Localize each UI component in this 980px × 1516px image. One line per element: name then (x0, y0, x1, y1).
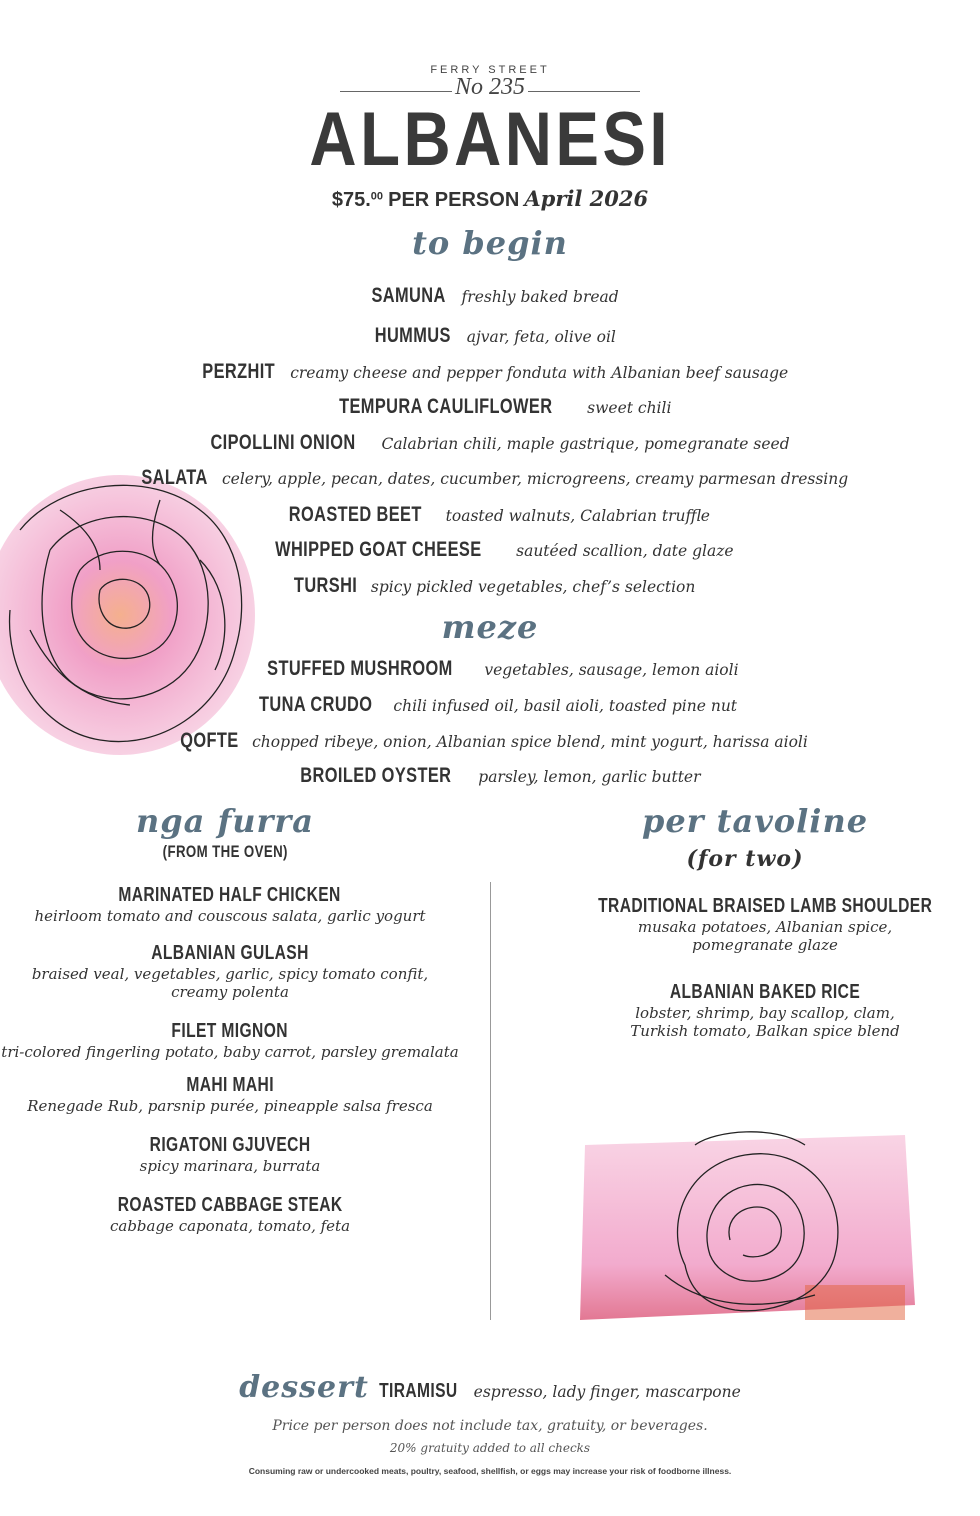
menu-item-name: HUMMUS (374, 324, 451, 347)
menu-item (0, 284, 980, 308)
menu-item-name: MAHI MAHI (186, 1074, 274, 1096)
section-title-per-tavoline: per tavoline (641, 802, 869, 840)
menu-item-desc: chili infused oil, basil aioli, toasted pine nut (393, 697, 738, 715)
menu-item (0, 657, 980, 681)
peony-illustration-right (575, 1115, 920, 1330)
menu-item-name: MARINATED HALF CHICKEN (118, 884, 342, 906)
menu-item (0, 395, 980, 419)
column-divider (490, 882, 491, 1320)
menu-item (0, 574, 980, 598)
menu-item-desc: lobster, shrimp, bay scallop, clam, (635, 1004, 895, 1022)
menu-item-desc: Renegade Rub, parsnip purée, pineapple salsa fresca (27, 1097, 433, 1115)
menu-item-name: ALBANIAN BAKED RICE (669, 981, 861, 1003)
section-title-nga-furra: nga furra (136, 802, 314, 840)
menu-item-desc: Turkish tomato, Balkan spice blend (630, 1022, 900, 1040)
menu-item-desc: pomegranate glaze (692, 936, 838, 954)
price-value: $75. (331, 189, 371, 211)
menu-item-name: CIPOLLINI ONION (210, 431, 356, 454)
section-subtitle-for-two: (for two) (686, 846, 804, 872)
menu-item-name: BROILED OYSTER (300, 764, 452, 787)
per-person-label: PER PERSON (388, 189, 520, 211)
street-label: FERRY STREET (430, 64, 550, 76)
menu-item (0, 1020, 460, 1061)
menu-item-desc: spicy pickled vegetables, chef’s selection (370, 578, 696, 596)
menu-item-desc: spicy marinara, burrata (139, 1157, 321, 1175)
menu-item-name: FILET MIGNON (171, 1020, 289, 1042)
footer-price-note: Price per person does not include tax, gratuity, or beverages. (272, 1418, 708, 1434)
menu-item-desc: braised veal, vegetables, garlic, spicy tomato confit, (31, 965, 429, 983)
menu-item (0, 1074, 460, 1115)
menu-item-desc: ajvar, feta, olive oil (466, 328, 616, 346)
price-line (0, 186, 980, 212)
menu-item-name: PERZHIT (202, 360, 275, 383)
menu-item-name: TUNA CRUDO (258, 693, 373, 716)
menu-item (0, 503, 980, 527)
menu-item (0, 431, 980, 455)
menu-item-name: ROASTED CABBAGE STEAK (117, 1194, 343, 1216)
menu-item-desc: musaka potatoes, Albanian spice, (637, 918, 893, 936)
menu-item-desc: vegetables, sausage, lemon aioli (484, 661, 739, 679)
menu-item-desc: creamy polenta (171, 983, 289, 1001)
menu-item (0, 324, 980, 348)
menu-item-desc: celery, apple, pecan, dates, cucumber, microgreens, creamy parmesan dressing (221, 470, 849, 488)
section-title-to-begin: to begin (412, 224, 568, 262)
dessert-item-desc: espresso, lady finger, mascarpone (473, 1383, 741, 1401)
menu-item (0, 1194, 460, 1235)
footer-gratuity-note: 20% gratuity added to all checks (389, 1441, 591, 1455)
restaurant-name: ALBANESI (309, 97, 671, 182)
menu-item-name: TEMPURA CAULIFLOWER (338, 395, 552, 418)
menu-item-name: STUFFED MUSHROOM (267, 657, 454, 680)
menu-item-name: RIGATONI GJUVECH (149, 1134, 311, 1156)
menu-item (0, 360, 980, 384)
menu-item-name: TRADITIONAL BRAISED LAMB SHOULDER (597, 895, 933, 917)
menu-item-name: ROASTED BEET (288, 503, 422, 526)
menu-item (0, 942, 460, 1001)
menu-item-desc: parsley, lemon, garlic butter (478, 768, 701, 786)
menu-item-name: WHIPPED GOAT CHEESE (275, 538, 482, 561)
price-cents: 00 (370, 190, 384, 203)
section-title-meze: meze (441, 608, 539, 646)
menu-item-desc: sautéed scallion, date glaze (516, 542, 734, 560)
menu-item-name: QOFTE (180, 729, 239, 752)
menu-item (0, 729, 980, 753)
menu-item (0, 884, 460, 925)
section-title-dessert: dessert (239, 1370, 369, 1405)
menu-item (0, 538, 980, 562)
menu-item-desc: tri-colored fingerling potato, baby carrot, parsley gremalata (1, 1043, 459, 1061)
menu-item-desc: freshly baked bread (461, 288, 619, 306)
dessert-line (0, 1370, 980, 1405)
menu-item-desc: cabbage caponata, tomato, feta (109, 1217, 351, 1235)
menu-item-desc: sweet chili (587, 399, 672, 417)
footer-health-warning: Consuming raw or undercooked meats, poultry, seafood, shellfish, or eggs may increase your risk of foodborne illness. (248, 1466, 732, 1476)
menu-item-desc: chopped ribeye, onion, Albanian spice blend, mint yogurt, harissa aioli (252, 733, 808, 751)
dessert-item-name: TIRAMISU (378, 1380, 458, 1402)
menu-item (0, 466, 980, 490)
menu-item-name: TURSHI (293, 574, 357, 597)
menu-item (0, 1134, 460, 1175)
menu-item-desc: heirloom tomato and couscous salata, garlic yogurt (34, 907, 426, 925)
menu-item (0, 693, 980, 717)
menu-item-name: ALBANIAN GULASH (151, 942, 309, 964)
street-number: No 235 (454, 74, 525, 100)
menu-item (0, 764, 980, 788)
section-subtitle-from-the-oven: (FROM THE OVEN) (162, 842, 288, 861)
menu-item-desc: creamy cheese and pepper fonduta with Albanian beef sausage (290, 364, 789, 382)
menu-item (530, 895, 980, 954)
menu-item-name: SALATA (141, 466, 208, 489)
menu-item (530, 981, 980, 1040)
menu-item-desc: Calabrian chili, maple gastrique, pomegranate seed (381, 435, 790, 453)
menu-date: April 2026 (524, 186, 649, 211)
menu-item-desc: toasted walnuts, Calabrian truffle (445, 507, 710, 525)
menu-item-name: SAMUNA (371, 284, 446, 307)
